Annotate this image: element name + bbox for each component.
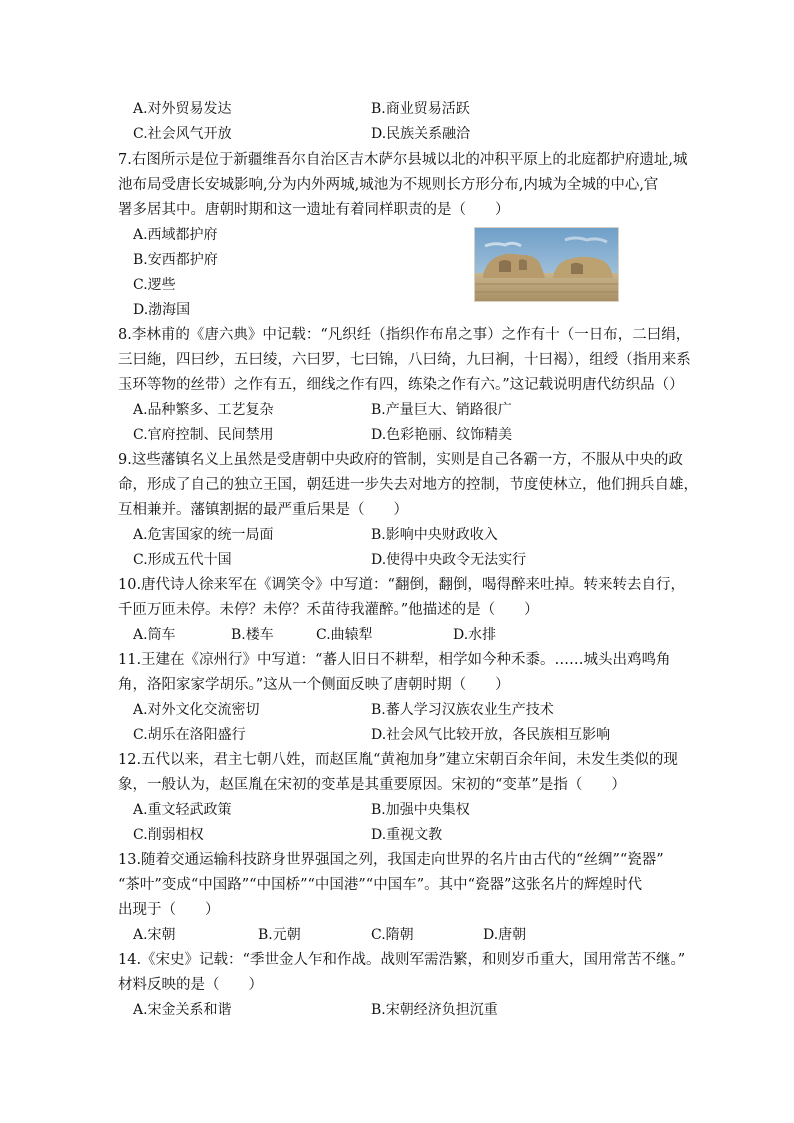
question-11-line-2: 角，洛阳家家学胡乐。”这从一个侧面反映了唐朝时期（ ） — [118, 677, 510, 693]
question-11-option-b: B.蕃人学习汉族农业生产技术 — [371, 702, 554, 718]
question-8-option-d: D.色彩艳丽、纹饰精美 — [371, 427, 513, 443]
question-9-line-3: 互相兼并。藩镇割据的最严重后果是（ ） — [118, 502, 408, 518]
question-10-option-d: D.水排 — [453, 627, 497, 643]
option-d: D.民族关系融洽 — [371, 126, 471, 142]
question-10-option-a: A.筒车 — [133, 627, 176, 643]
question-7-option-b: B.安西都护府 — [133, 252, 218, 268]
question-14-line-2: 材料反映的是（ ） — [118, 977, 263, 993]
question-11-option-a: A.对外文化交流密切 — [133, 702, 260, 718]
option-c: C.社会风气开放 — [133, 126, 232, 142]
question-8-option-c: C.官府控制、民间禁用 — [133, 427, 274, 443]
question-13-line-3: 出现于（ ） — [118, 902, 220, 918]
question-11-option-d: D.社会风气比较开放，各民族相互影响 — [371, 727, 611, 743]
question-13-option-d: D.唐朝 — [483, 927, 527, 943]
question-7-option-a: A.西域都护府 — [133, 227, 218, 243]
question-14-line-1: 14.《宋史》记载：“季世金人乍和作战。战则军需浩繁，和则岁币重大，国用常苦不继。” — [118, 952, 686, 968]
question-12-line-1: 12.五代以来，君主七朝八姓，而赵匡胤“黄袍加身”建立宋朝百余年间，未发生类似的现 — [118, 752, 678, 768]
question-12-option-d: D.重视文教 — [371, 827, 443, 843]
question-13-line-2: “茶叶”变成“中国路”“中国桥”“中国港”“中国车”。其中“瓷器”这张名片的辉煌时代 — [118, 877, 642, 893]
question-7-line-1: 7.右图所示是位于新疆维吾尔自治区吉木萨尔县城以北的冲积平原上的北庭都护府遗址,城 — [118, 152, 688, 168]
question-14-option-b: B.宋朝经济负担沉重 — [371, 1002, 498, 1018]
question-9-line-2: 命，形成了自己的独立王国，朝廷进一步失去对地方的控制，节度使林立，他们拥兵自雄， — [118, 477, 698, 493]
question-10-line-1: 10.唐代诗人徐来军在《调笑令》中写道：“翻倒，翻倒，喝得醉来吐掉。转来转去自行， — [118, 577, 685, 593]
option-b: B.商业贸易活跃 — [371, 101, 470, 117]
question-7-line-2: 池布局受唐长安城影响,分为内外两城,城池为不规则长方形分布,内城为全城的中心,官 — [118, 177, 659, 193]
question-7-line-3: 署多居其中。唐朝时期和这一遗址有着同样职责的是（ ） — [118, 202, 510, 218]
question-9-line-1: 9.这些藩镇名义上虽然是受唐朝中央政府的管制，实则是自己各霸一方，不服从中央的政 — [118, 452, 683, 468]
question-13-line-1: 13.随着交通运输科技跻身世界强国之列，我国走向世界的名片由古代的“丝绸”“瓷器” — [118, 852, 664, 868]
question-9-option-d: D.使得中央政令无法实行 — [371, 552, 527, 568]
question-8-line-2: 三曰絁，四曰纱，五曰绫，六曰罗，七曰锦，八曰绮，九曰裥，十曰褐），组绶（指用来系 — [118, 352, 691, 368]
question-10-option-c: C.曲辕犁 — [316, 627, 373, 643]
question-14-option-a: A.宋金关系和谐 — [133, 1002, 232, 1018]
question-9-option-c: C.形成五代十国 — [133, 552, 232, 568]
question-11-line-1: 11.王建在《凉州行》中写道：“蕃人旧日不耕犁，相学如今种禾黍。……城头出鸡鸣角 — [118, 652, 671, 668]
question-9-option-b: B.影响中央财政收入 — [371, 527, 498, 543]
question-8-option-a: A.品种繁多、工艺复杂 — [133, 402, 274, 418]
ruins-photo — [474, 227, 619, 302]
question-7-option-c: C.逻些 — [133, 277, 176, 293]
question-13-option-a: A.宋朝 — [133, 927, 176, 943]
question-11-option-c: C.胡乐在洛阳盛行 — [133, 727, 246, 743]
question-13-option-b: B.元朝 — [258, 927, 301, 943]
question-12-line-2: 象，一般认为，赵匡胤在宋初的变革是其重要原因。宋初的“变革”是指（ ） — [118, 777, 626, 793]
question-13-option-c: C.隋朝 — [371, 927, 414, 943]
option-a: A.对外贸易发达 — [133, 101, 232, 117]
question-9-option-a: A.危害国家的统一局面 — [133, 527, 274, 543]
question-10-line-2: 千匝万匝未停。未停？未停？禾苗待我灌醉。”他描述的是（ ） — [118, 602, 539, 618]
question-8-option-b: B.产量巨大、销路很广 — [371, 402, 512, 418]
question-7-option-d: D.渤海国 — [133, 302, 191, 318]
question-8-line-3: 玉环等物的丝带）之作有五，细线之作有四，练染之作有六。”这记载说明唐代纺织品（） — [118, 377, 684, 393]
question-12-option-b: B.加强中央集权 — [371, 802, 470, 818]
question-10-option-b: B.楼车 — [231, 627, 274, 643]
question-12-option-a: A.重文轻武政策 — [133, 802, 232, 818]
question-12-option-c: C.削弱相权 — [133, 827, 204, 843]
question-8-line-1: 8.李林甫的《唐六典》中记载：“凡织纴（指织作布帛之事）之作有十（一日布，二曰绢， — [118, 327, 691, 343]
